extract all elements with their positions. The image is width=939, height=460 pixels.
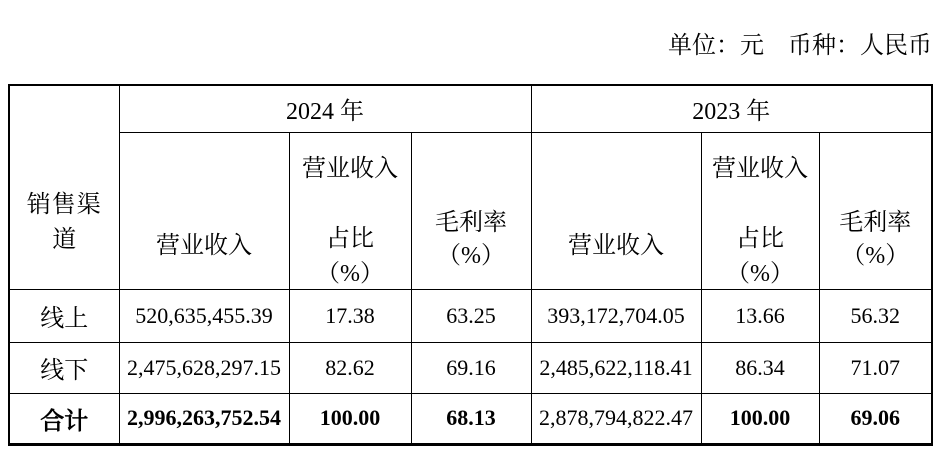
revenue-share-header-2024-line1: 营业收入: [302, 155, 398, 182]
online-2024-revenue-share: 17.38: [289, 289, 411, 342]
gross-margin-header-2024: [411, 132, 531, 289]
gross-margin-header-2024-line2: （%）: [437, 243, 505, 269]
total-2023-revenue: 2,878,794,822.47: [531, 393, 701, 444]
header-row-metrics: [9, 132, 932, 289]
channel-header-line1: 销售渠: [26, 191, 102, 218]
offline-2024-gross-margin: 69.16: [411, 342, 531, 393]
year-2024-header: 2024 年: [119, 85, 531, 132]
revenue-header-2024-label: 营业收入: [156, 233, 252, 259]
gross-margin-header-2024-line1: 毛利率: [435, 210, 507, 236]
total-2024-revenue: 2,996,263,752.54: [119, 393, 289, 444]
gross-margin-header-2023-line1: 毛利率: [839, 210, 912, 236]
revenue-share-header-2024-line3: （%）: [316, 260, 384, 287]
gross-margin-header-2023: [819, 132, 932, 289]
header-row-years: [9, 85, 932, 132]
gross-margin-header-2023-line2: （%）: [841, 243, 910, 269]
total-2024-revenue-share: 100.00: [289, 393, 411, 444]
total-2023-gross-margin: 69.06: [819, 393, 932, 444]
total-2024-gross-margin: 68.13: [411, 393, 531, 444]
table-row-total: [9, 393, 932, 444]
unit-currency-note: 单位：元 币种：人民币: [668, 33, 932, 59]
revenue-share-header-2023-line2: 占比: [736, 225, 785, 252]
offline-2023-revenue-share: 86.34: [701, 342, 819, 393]
online-2023-revenue-share: 13.66: [701, 289, 819, 342]
table-row-offline: [9, 342, 932, 393]
offline-2024-revenue: 2,475,628,297.15: [119, 342, 289, 393]
revenue-share-header-2023-line1: 营业收入: [712, 155, 809, 182]
row-label-online: 线上: [9, 289, 119, 342]
channel-header-cell: [9, 85, 119, 289]
year-2023-header: 2023 年: [531, 85, 932, 132]
channel-header-line2: 道: [52, 226, 77, 253]
offline-2023-gross-margin: 71.07: [819, 342, 932, 393]
row-label-total: 合计: [9, 393, 119, 444]
revenue-header-2023-label: 营业收入: [568, 233, 665, 259]
revenue-share-header-2023: [701, 132, 819, 289]
revenue-header-2024: [119, 132, 289, 289]
revenue-share-header-2024: [289, 132, 411, 289]
online-2024-revenue: 520,635,455.39: [119, 289, 289, 342]
offline-2024-revenue-share: 82.62: [289, 342, 411, 393]
total-2023-revenue-share: 100.00: [701, 393, 819, 444]
online-2023-gross-margin: 56.32: [819, 289, 932, 342]
sales-channel-table: [8, 84, 933, 446]
revenue-share-header-2024-line2: 占比: [326, 225, 374, 252]
revenue-share-header-2023-line3: （%）: [726, 260, 795, 287]
row-label-offline: 线下: [9, 342, 119, 393]
revenue-header-2023: [531, 132, 701, 289]
online-2024-gross-margin: 63.25: [411, 289, 531, 342]
table-row-online: [9, 289, 932, 342]
offline-2023-revenue: 2,485,622,118.41: [531, 342, 701, 393]
online-2023-revenue: 393,172,704.05: [531, 289, 701, 342]
